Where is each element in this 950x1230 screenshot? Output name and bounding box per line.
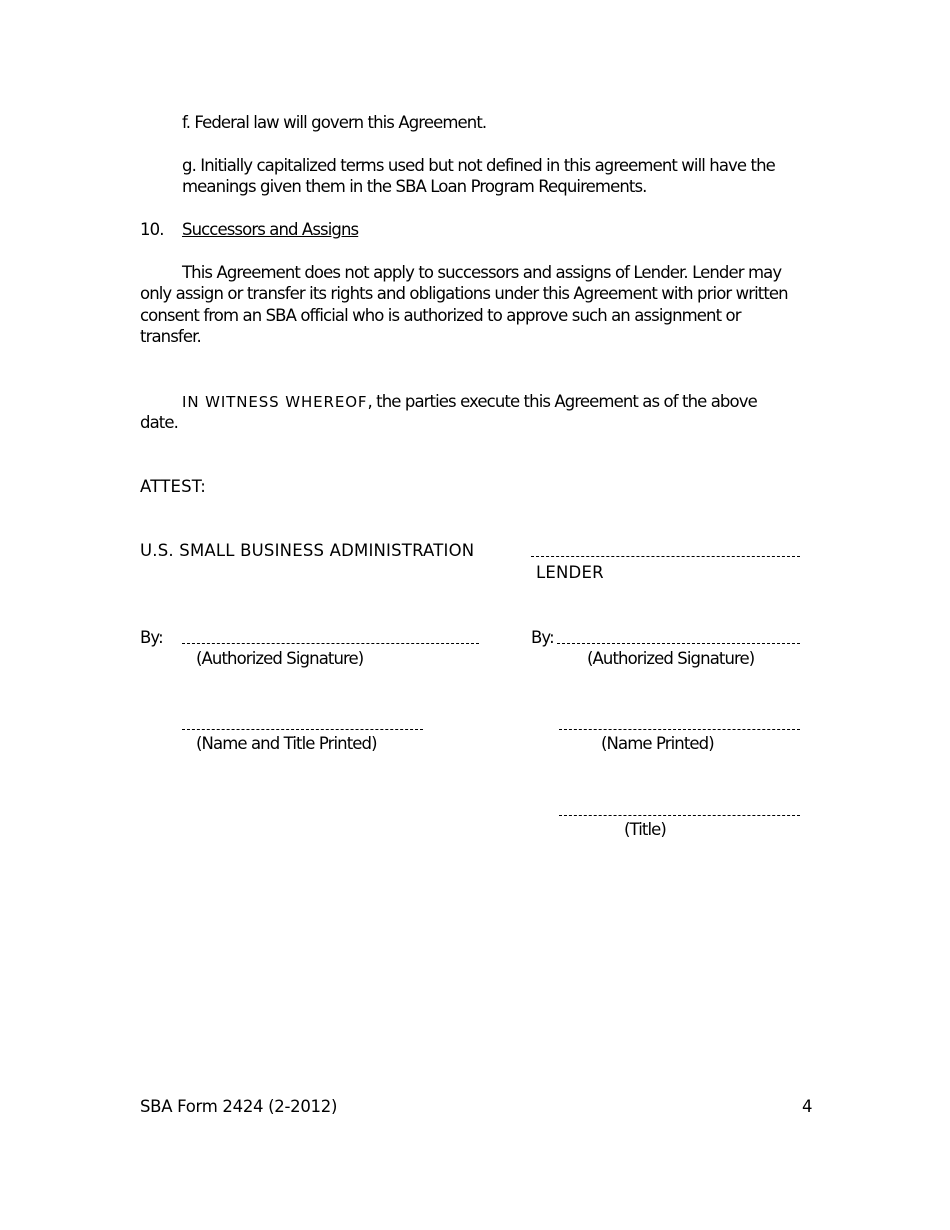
right-title-line[interactable] [559,815,800,816]
footer-form-id: SBA Form 2424 (2-2012) [140,1097,338,1116]
lender-name-line[interactable] [531,556,800,557]
right-name-caption: (Name Printed) [601,734,714,753]
section-10-para-line-1: This Agreement does not apply to successors and assigns of Lender. Lender may [182,263,782,282]
right-name-line[interactable] [559,729,800,730]
section-10-para-line-3: consent from an SBA official who is authorized to approve such an assignment or [140,306,741,325]
right-by-label: By: [531,628,554,647]
right-signature-caption: (Authorized Signature) [587,649,755,668]
section-10-number: 10. [140,220,164,239]
left-name-title-line[interactable] [182,729,423,730]
item-f-text: f. Federal law will govern this Agreement. [182,113,487,132]
item-g-line-2: meanings given them in the SBA Loan Program Requirements. [182,177,647,196]
sba-name: U.S. SMALL BUSINESS ADMINISTRATION [140,541,475,560]
left-by-label: By: [140,628,163,647]
right-signature-line[interactable] [557,643,800,644]
section-10-para-line-2: only assign or transfer its rights and obligations under this Agreement with prior written [140,284,788,303]
left-name-title-caption: (Name and Title Printed) [196,734,377,753]
left-signature-line[interactable] [182,643,479,644]
attest-label: ATTEST: [140,477,206,496]
witness-rest: , the parties execute this Agreement as of the above [367,392,757,411]
witness-lead: IN WITNESS WHEREOF [182,393,368,411]
lender-label: LENDER [536,563,604,582]
item-g-line-1: g. Initially capitalized terms used but not defined in this agreement will have the [182,156,775,175]
left-signature-caption: (Authorized Signature) [196,649,364,668]
right-title-caption: (Title) [624,820,666,839]
section-10-para-line-4: transfer. [140,327,201,346]
section-10-heading: Successors and Assigns [182,220,359,239]
footer-page-number: 4 [802,1097,812,1116]
witness-line-1 [182,391,757,413]
witness-line-2: date. [140,413,178,432]
